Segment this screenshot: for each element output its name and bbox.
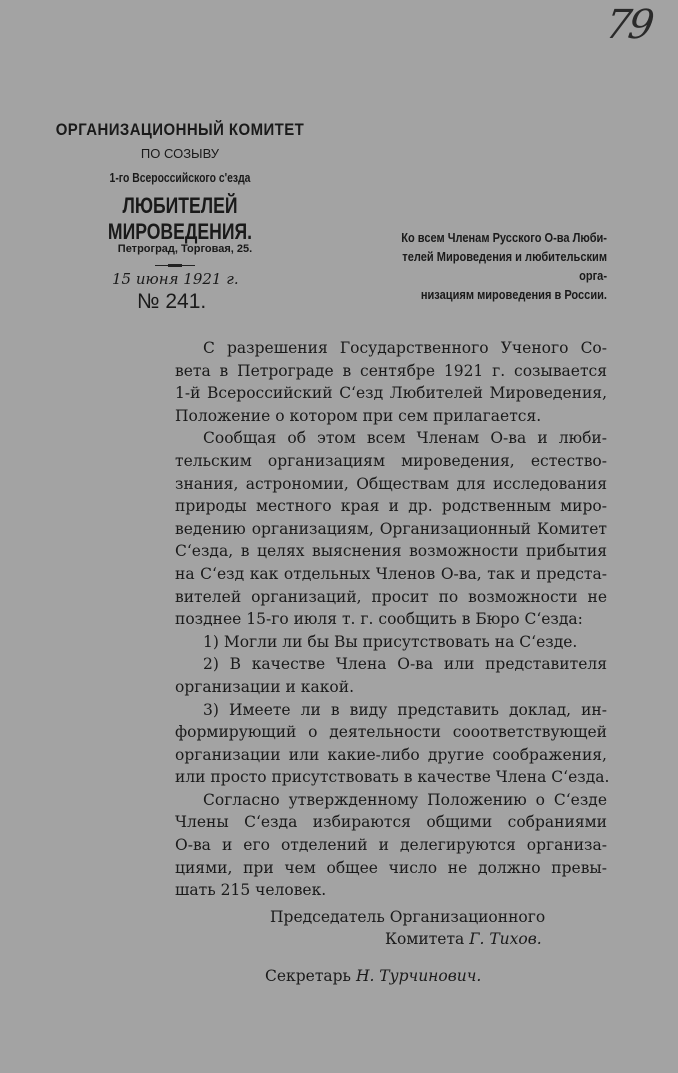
- text-line: 1) Могли ли бы Вы присутствовать на С‘езде.: [203, 632, 578, 651]
- text-line: С разрешения Государственного Ученого Со-: [203, 339, 607, 357]
- text-line: формирующий о деятельности сооответствующей: [175, 723, 607, 742]
- text-line: позднее 15-го июля т. г. сообщить в Бюро С‘езда:: [175, 610, 583, 629]
- text-line: на С‘езд как отдельных Членов О-ва, так и предста-: [175, 564, 607, 583]
- text-line: шать 215 человек.: [175, 881, 327, 900]
- text-line: ведению организациям, Организационный Комитет: [175, 519, 607, 538]
- paragraph: [175, 653, 607, 698]
- addressee-line: Ко всем Членам Русского О-ва Люби-: [401, 230, 607, 245]
- text-line: Члены С‘езда избираются общими собраниями: [175, 813, 607, 832]
- divider: [155, 265, 195, 266]
- letterhead-committee: ОРГАНИЗАЦИОННЫЙ КОМИТЕТ: [55, 120, 305, 139]
- text-line: О-ва и его отделений и делегируются организа-: [175, 836, 607, 855]
- text-line: 2) В качестве Члена О-ва или представителя: [203, 655, 607, 674]
- document-number: № 241.: [137, 290, 207, 313]
- chair-signature: [385, 930, 542, 948]
- text-line: 1-й Всероссийский С‘езд Любителей Мироведения,: [175, 384, 607, 403]
- letterhead-address: Петроград, Торговая, 25.: [117, 243, 253, 255]
- paragraph: [175, 631, 607, 654]
- text-line: вителей организаций, просит по возможности не: [175, 587, 607, 606]
- paragraph: [175, 789, 607, 902]
- document-date: 15 июня 1921 г.: [112, 270, 239, 288]
- secretary-name: Н. Турчинович.: [355, 967, 482, 985]
- text-line: или просто присутствовать в качестве Члена С‘езда.: [175, 768, 610, 787]
- paragraph: [175, 427, 607, 630]
- chair-name: Г. Тихов.: [469, 930, 542, 948]
- page-number: 79: [602, 2, 655, 48]
- text-line: Положение о котором при сем прилагается.: [175, 406, 542, 425]
- chair-title-2: Комитета: [385, 930, 465, 948]
- secretary-title: Секретарь: [265, 967, 351, 985]
- text-line: циями, при чем общее число не должно превы-: [175, 858, 607, 877]
- addressee: [386, 228, 607, 304]
- text-line: знания, астрономии, Обществам для исследования: [175, 474, 607, 493]
- letterhead-convocation: ПО СОЗЫВУ: [140, 146, 220, 161]
- text-line: тельским организациям мироведения, естество-: [175, 451, 607, 470]
- addressee-line: низациям мироведения в России.: [420, 287, 607, 302]
- letterhead-congress: 1-го Всероссийского с'езда: [109, 170, 251, 185]
- letterhead-title: ЛЮБИТЕЛЕЙ МИРОВЕДЕНИЯ.: [107, 193, 253, 244]
- text-line: Согласно утвержденному Положению о С‘езде: [203, 790, 607, 809]
- letter-body: [175, 337, 610, 902]
- text-line: 3) Имеете ли в виду представить доклад, ин-: [203, 700, 607, 719]
- paragraph: [175, 337, 607, 427]
- text-line: вета в Петрограде в сентябре 1921 г. созывается: [175, 361, 607, 380]
- text-line: организации или какие-либо другие соображения,: [175, 745, 607, 764]
- text-line: природы местного края и др. родственным миро-: [175, 497, 607, 516]
- secretary-signature: [265, 967, 481, 985]
- chair-title: Председатель Организационного: [270, 908, 546, 926]
- paragraph: [175, 699, 610, 789]
- text-line: С‘езда, в целях выяснения возможности прибытия: [175, 542, 607, 561]
- text-line: Сообщая об этом всем Членам О-ва и люби-: [203, 429, 607, 448]
- addressee-line: телей Мироведения и любительским орга-: [402, 249, 607, 283]
- text-line: организации и какой.: [175, 677, 354, 696]
